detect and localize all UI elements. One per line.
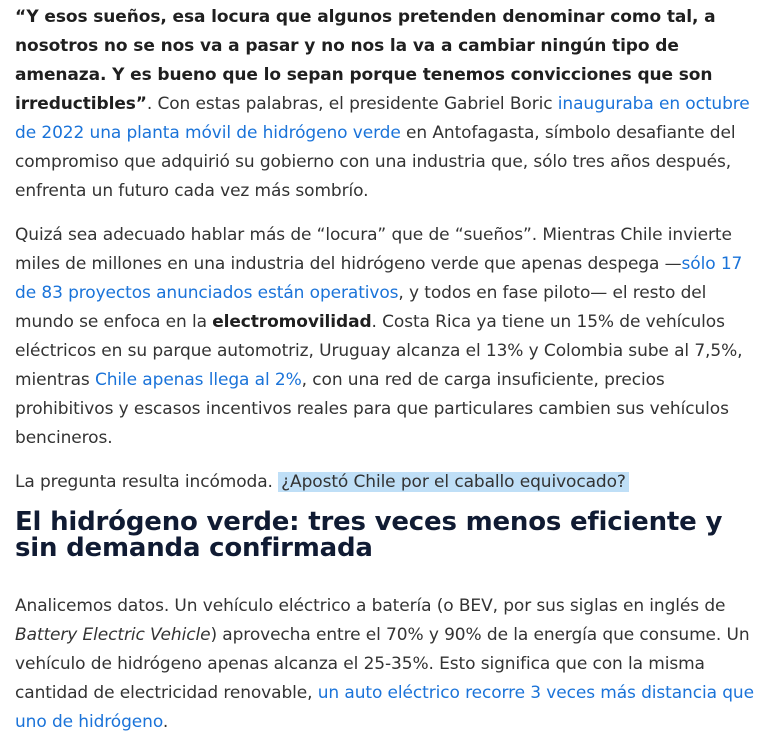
paragraph-text: . Con estas palabras, el presidente Gabriel Boric: [146, 94, 558, 114]
paragraph-text: .: [162, 712, 169, 732]
paragraph-intro: [15, 3, 760, 206]
boric-quote: “Y esos sueños, esa locura que algunos pretenden denominar como tal, a nosotros no se nos va a pasar y no nos la va a cambiar ningún tipo de amenaza. Y es bueno que lo sepan porque tenemos convicciones que son irreductibles”: [15, 7, 716, 114]
paragraph-text: La pregunta resulta incómoda.: [15, 472, 279, 492]
paragraph-question: [15, 468, 760, 497]
paragraph-text: ) aprovecha entre el 70% y 90% de la energía que consume. Un vehículo de hidrógeno apenas alcanza el 25-35%. Esto significa que con la misma cantidad de electricidad renovable,: [15, 625, 750, 703]
paragraph-data-analysis: [15, 592, 760, 737]
link-planta-movil[interactable]: inauguraba en octubre de 2022 una planta móvil de hidrógeno verde: [15, 94, 750, 143]
paragraph-text: Quizá sea adecuado hablar más de “locura” que de “sueños”. Mientras Chile invierte miles de millones en una industria del hidrógeno verde que apenas despega —: [15, 225, 732, 274]
bold-term: electromovilidad: [212, 312, 372, 332]
paragraph-text: Analicemos datos. Un vehículo eléctrico a batería (o BEV, por sus siglas en inglés de: [15, 596, 726, 616]
paragraph-text: . Costa Rica ya tiene un 15% de vehículos eléctricos en su parque automotriz, Uruguay alcanza el 13% y Colombia sube al 7,5%, mientras: [15, 312, 743, 390]
highlighted-question: ¿Apostó Chile por el caballo equivocado?: [278, 472, 629, 492]
paragraph-text: en Antofagasta, símbolo desafiante del compromiso que adquirió su gobierno con una industria que, sólo tres años después, enfrenta un futuro cada vez más sombrío.: [15, 123, 736, 201]
paragraph-text: , y todos en fase piloto— el resto del mundo se enfoca en la: [15, 283, 707, 332]
italic-term: Battery Electric Vehicle: [15, 625, 211, 645]
link-chile-2-percent[interactable]: Chile apenas llega al 2%: [94, 370, 302, 390]
paragraph-electromovilidad: [15, 221, 760, 453]
section-heading: El hidrógeno verde: tres veces menos eficiente y sin demanda confirmada: [15, 507, 723, 563]
link-distancia-auto-electrico[interactable]: un auto eléctrico recorre 3 veces más distancia que uno de hidrógeno: [15, 683, 754, 732]
link-proyectos-operativos[interactable]: sólo 17 de 83 proyectos anunciados están operativos: [15, 254, 743, 303]
paragraph-text: , con una red de carga insuficiente, precios prohibitivos y escasos incentivos reales para que particulares cambien sus vehículos bencineros.: [15, 370, 729, 448]
